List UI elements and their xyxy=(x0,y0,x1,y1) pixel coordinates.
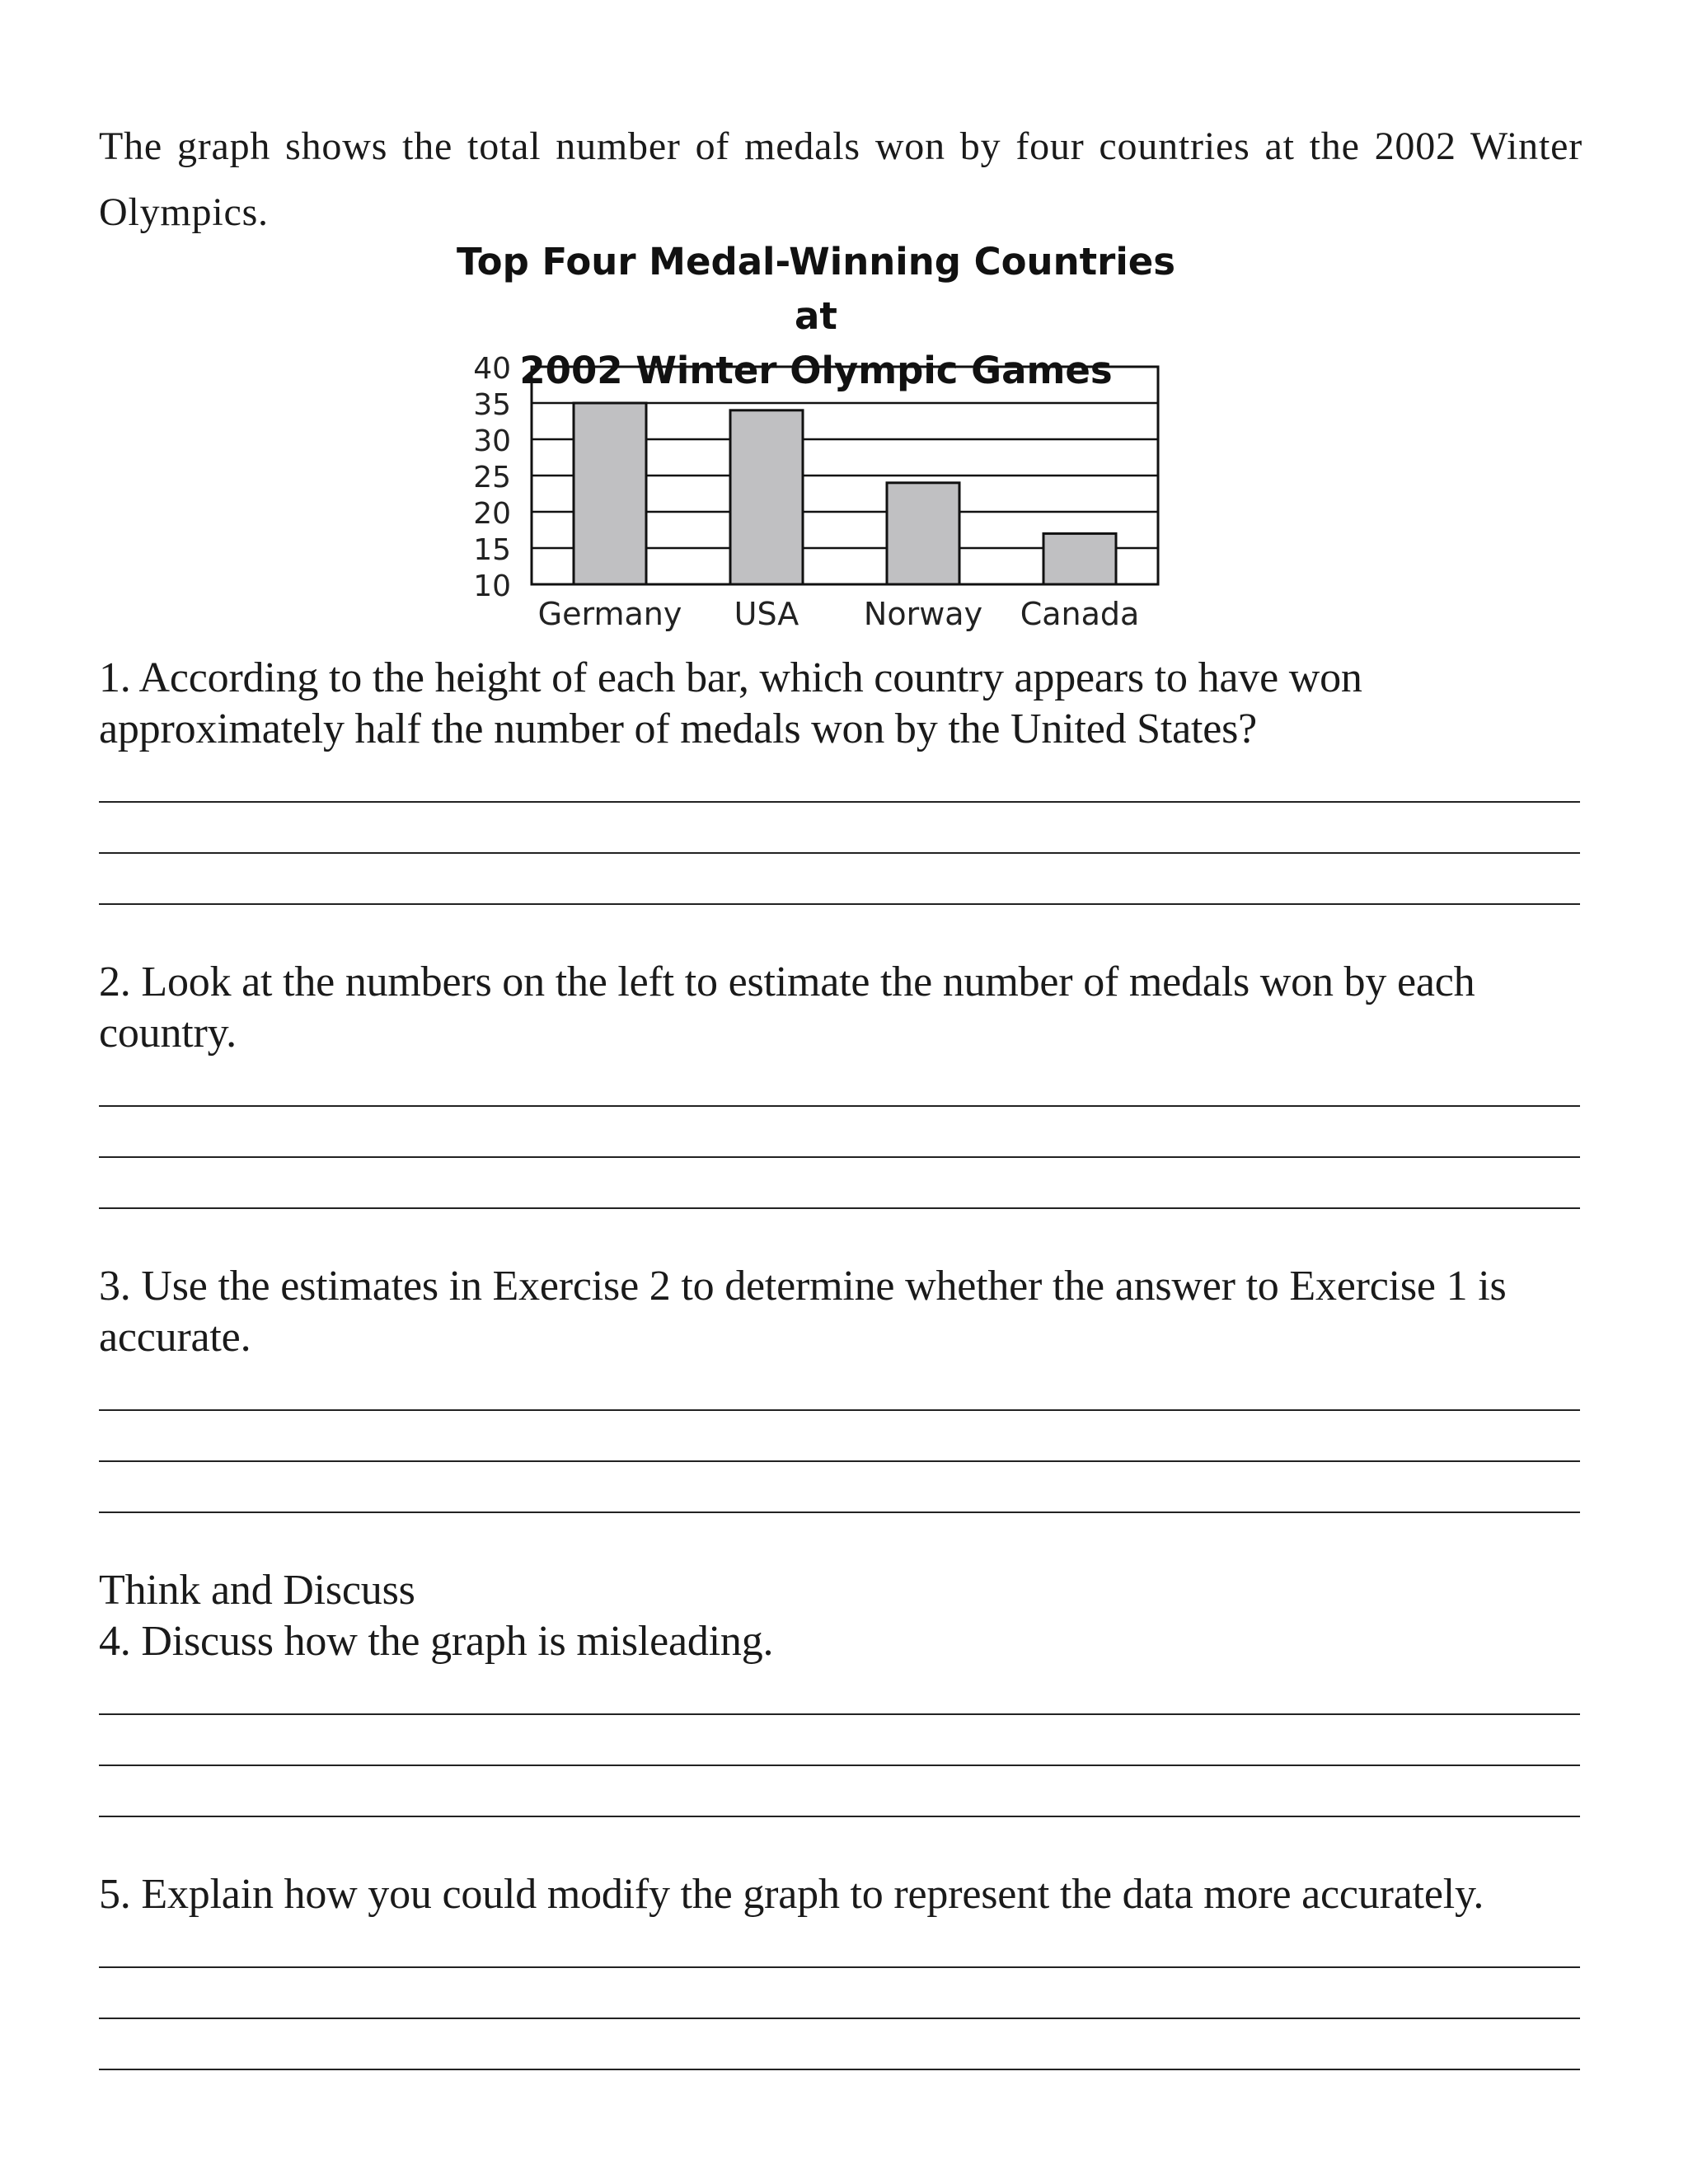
y-tick-label: 20 xyxy=(473,497,511,531)
y-tick-label: 15 xyxy=(473,533,511,567)
answer-line[interactable] xyxy=(99,801,1580,803)
section-heading-think-and-discuss: Think and Discuss xyxy=(99,1567,415,1614)
x-tick-label: Canada xyxy=(1020,596,1140,632)
answer-line[interactable] xyxy=(99,1765,1580,1766)
y-tick-label: 25 xyxy=(473,461,511,494)
question-3: 3. Use the estimates in Exercise 2 to determine whether the answer to Exercise 1 is accurate. xyxy=(99,1263,1507,1361)
y-tick-label: 35 xyxy=(473,388,511,422)
answer-line[interactable] xyxy=(99,1713,1580,1715)
answer-line[interactable] xyxy=(99,1409,1580,1411)
bar-canada xyxy=(1043,533,1116,584)
chart-title-line-1: Top Four Medal-Winning Countries at xyxy=(456,240,1176,338)
y-tick-label: 40 xyxy=(473,352,511,386)
y-tick-label: 10 xyxy=(473,569,511,603)
answer-line[interactable] xyxy=(99,1511,1580,1513)
bar-germany xyxy=(574,403,646,584)
answer-line[interactable] xyxy=(99,1207,1580,1209)
answer-line[interactable] xyxy=(99,2069,1580,2070)
bar-usa xyxy=(730,410,803,584)
answer-line[interactable] xyxy=(99,903,1580,905)
y-tick-label: 30 xyxy=(473,424,511,458)
intro-text: The graph shows the total number of medals won by four countries at the 2002 Winter Olympics. xyxy=(99,124,1582,234)
answer-line[interactable] xyxy=(99,2018,1580,2019)
question-2: 2. Look at the numbers on the left to estimate the number of medals won by each country. xyxy=(99,958,1475,1057)
medal-bar-chart xyxy=(0,0,1688,651)
answer-line[interactable] xyxy=(99,1460,1580,1462)
x-tick-label: Norway xyxy=(863,596,983,632)
answer-line[interactable] xyxy=(99,1156,1580,1158)
x-tick-label: USA xyxy=(734,596,799,632)
answer-line[interactable] xyxy=(99,1816,1580,1817)
question-1: 1. According to the height of each bar, which country appears to have won approximately half the number of medals won by the United States? xyxy=(99,654,1362,752)
bar-norway xyxy=(887,483,959,584)
answer-line[interactable] xyxy=(99,852,1580,854)
answer-line[interactable] xyxy=(99,1966,1580,1968)
question-4: 4. Discuss how the graph is misleading. xyxy=(99,1618,774,1665)
chart-title-line-2: 2002 Winter Olympic Games xyxy=(519,349,1113,392)
x-tick-label: Germany xyxy=(537,596,682,632)
answer-line[interactable] xyxy=(99,1105,1580,1107)
question-5: 5. Explain how you could modify the graph to represent the data more accurately. xyxy=(99,1871,1484,1918)
